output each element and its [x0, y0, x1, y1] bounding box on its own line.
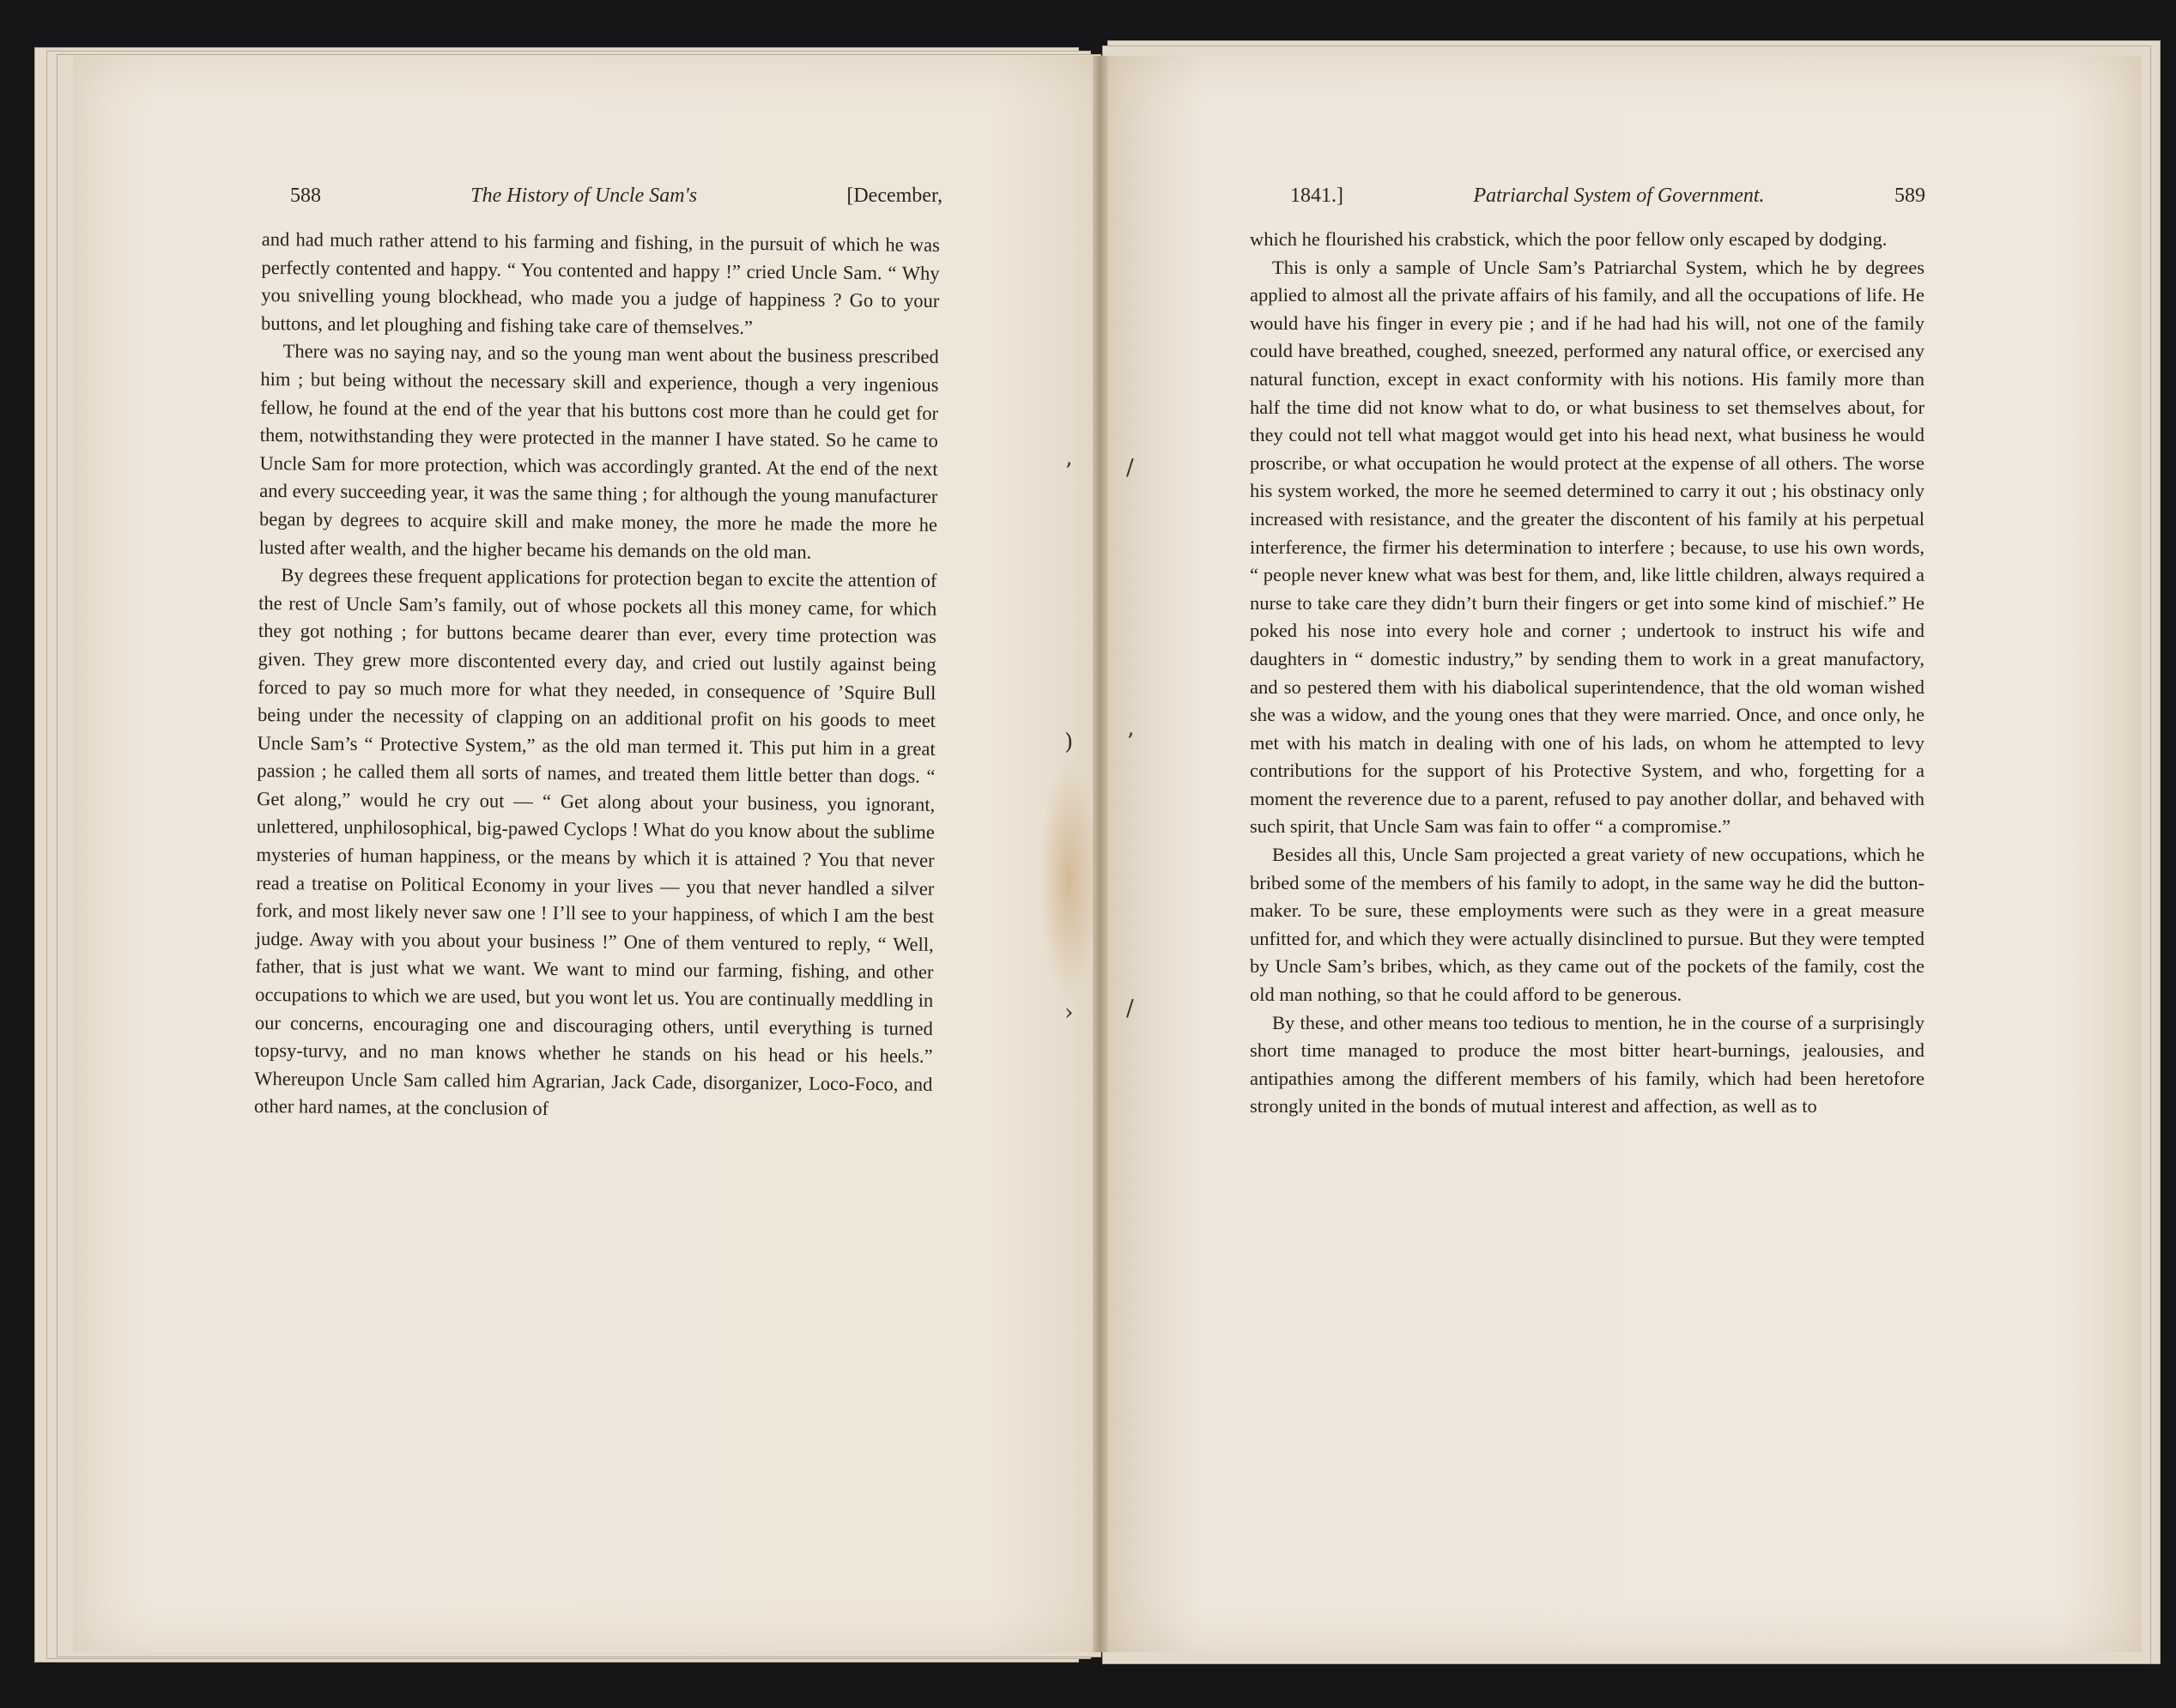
paragraph: which he flourished his crabstick, which the poor fellow only escaped by dodging. [1250, 228, 1888, 250]
paragraph: Besides all this, Uncle Sam projected a great variety of new occupations, which he bribed some of the members of his family to adopt, in the same way he did the button-maker. To be sure, these employments were such as they were in a great measure unfitted for, and which they were actually disinclined to pursue. But they were tempted by Uncle Sam’s bribes, which, as they came out of the pockets of the family, cost the old man nothing, so that he could afford to be generous. [1250, 844, 1924, 1006]
paragraph: There was no saying nay, and so the young man went about the business prescribed him ; but being without the necessary skill and experience, though a very ingenious fellow, he found at the end of the year that his buttons cost more than he could get for them, notwithstanding they were protected in the manner I have stated. So he came to Uncle Sam for more protection, which was accordingly granted. At the end of the next and every succeeding year, it was the same thing ; for although the young manufacturer began by degrees to acquire skill and make money, the more he made the more he lusted after wealth, and the higher became his demands on the old man. [258, 340, 939, 563]
paragraph: By degrees these frequent applications for protection began to excite the attention of the rest of Uncle Sam’s family, out of whose pockets all this money came, for which they got nothing ; for buttons became dearer than ever, every time protection was given. They grew more discontented every day, and cried out lustily against being forced to pay so much more for what they needed, in consequence of ’Squire Bull being under the necessity of clapping on an additional profit on his goods to meet Uncle Sam’s “ Protective System,” as the old man termed it. This put him in a great passion ; he called them all sorts of names, and treated them little better than dogs. “ Get along,” would he cry out — “ Get along about your business, you ignorant, unlettered, unphilosophical, big-pawed Cyclops ! What do you know about the sublime mysteries of human happiness, or the means by which it is attained ? You that never read a treatise on Political Economy in your lives — you that never handled a silver fork, and most likely never saw one ! I’ll see to your happiness, of which I am the best judge. Away with you about your business !” One of them ventured to reply, “ Well, father, that is just what we want. We want to mind our farming, fishing, and other occupations to which we are used, but you wont let us. You are continually meddling in our concerns, encouraging one and discouraging others, until everything is turned topsy-turvy, and no man knows whether he stands on his head or his heels.” Whereupon Uncle Sam called him Agrarian, Jack Cade, disorganizer, Loco-Foco, and other hard names, at the conclusion of [253, 564, 937, 1120]
running-title: Patriarchal System of Government. [1473, 185, 1765, 207]
stitch-mark: / [1126, 996, 1134, 1021]
right-page-header [1290, 185, 1925, 208]
paragraph: This is only a sample of Uncle Sam’s Patriarchal System, which he by degrees applied to almost all the private affairs of his family, and all the occupations of life. He would have his finger in every pie ; and if he had had his will, not one of the family could have breathed, coughed, sneezed, performed any natural office, or exercised any natural function, except in exact conformity with his notions. His family more than half the time did not know what to do, or what business to set themselves about, for they could not tell what maggot would get into his head next, what business he would proscribe, or what occupation he would protect at the expense of all others. The worse his system worked, the more he seemed determined to carry it out ; his obstinacy only increased with resistance, and the greater the discontent of his family at his perpetual interference, the firmer his determination to interfere ; because, to use his own words, “ people never knew what was best for them, and, like little children, always required a nurse to take care they didn’t burn their fingers or get into some kind of mischief.” He poked his nose into every hole and corner ; undertook to instruct his wife and daughters in “ domestic industry,” by sending them to work in a great manufactory, and so pestered them with his diabolical superintendence, that the old woman wished she was a widow, and the young ones that they were married. Once, and once only, he met with his match in dealing with one of his lads, on whom he attempted to levy contributions for the support of his Protective System, and who, forgetting for a moment the reverence due to a parent, refused to pay another dollar, and behaved with such spirit, that Uncle Sam was fain to offer “ a compromise.” [1250, 256, 1924, 838]
stitch-mark: ʼ [1064, 459, 1072, 485]
page-number: 589 [1894, 185, 1925, 207]
header-year: 1841.] [1290, 185, 1343, 207]
stitch-mark: › [1064, 1000, 1074, 1026]
paper-stain [1039, 760, 1099, 1000]
left-page-header [290, 185, 943, 208]
right-page-body [1250, 226, 1924, 1121]
running-title: The History of Uncle Sam's [470, 185, 698, 207]
paragraph: By these, and other means too tedious to mention, he in the course of a surprisingly short time managed to produce the most bitter heart-burnings, jealousies, and antipathies among the different members of his family, which had been heretofore strongly united in the bonds of mutual interest and affection, as well as to [1250, 1011, 1924, 1117]
paragraph: and had much rather attend to his farming and fishing, in the pursuit of which he was perfectly contented and happy. “ You contented and happy !” cried Uncle Sam. “ Why you snivelling young blockhead, who made you a judge of happiness ? Go to your buttons, and let ploughing and fishing take care of themselves.” [260, 227, 940, 338]
left-page-body [254, 226, 940, 1127]
header-month: [December, [846, 185, 943, 207]
stitch-mark: ʼ [1126, 730, 1134, 755]
page-number: 588 [290, 185, 321, 207]
stitch-mark: / [1126, 455, 1134, 481]
stitch-mark: ) [1064, 730, 1074, 755]
